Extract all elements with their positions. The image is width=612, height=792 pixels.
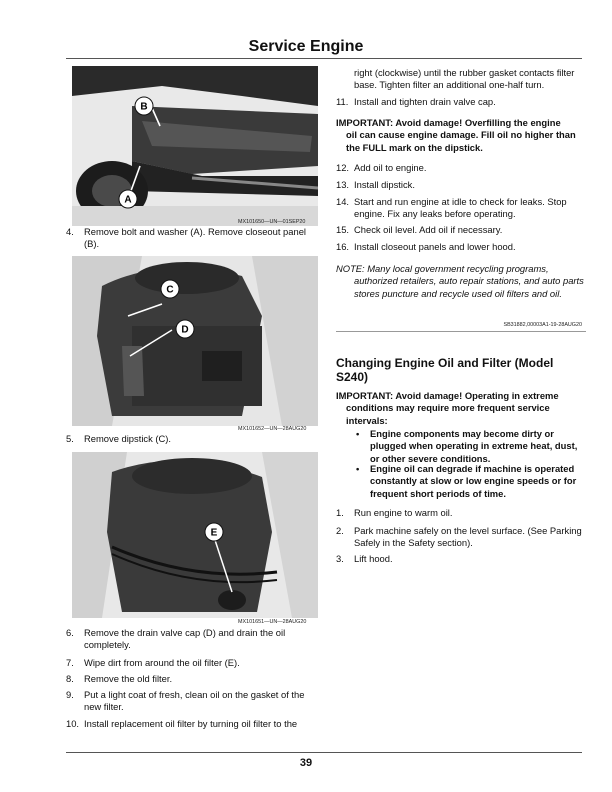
step-number: 7. [66,657,74,668]
step-text: Lift hood. [354,553,393,564]
bullet-text: Engine oil can degrade if machine is operated constantly at slow or low engine speeds or for frequent short periods of time. [370,463,577,499]
bullet-icon: • [356,463,360,474]
callout-a: A [124,194,132,206]
step-number: 16. [336,241,350,252]
footer-rule [66,752,582,753]
step-number: 13. [336,179,350,190]
figure-id: MX101652—UN—28AUG20 [238,426,307,432]
step-number: 1. [336,507,344,518]
callout-e: E [210,527,218,539]
step-text: Remove the old filter. [84,673,173,684]
step-text: Check oil level. Add oil if necessary. [354,224,503,235]
list-item [336,525,586,550]
list-item [66,718,316,730]
callout-d: D [181,324,189,336]
step-text: Run engine to warm oil. [354,507,453,518]
note-first-line: NOTE: Many local government recycling programs, [336,263,549,274]
figure-dipstick [72,256,318,426]
step-number: 3. [336,553,344,564]
bullet-item [356,463,586,500]
list-item-continuation [336,67,586,92]
page-number: 39 [299,757,313,769]
callout-b: B [140,101,148,113]
step-text: Install closeout panels and lower hood. [354,241,516,252]
list-item [336,179,586,191]
step-text: Install replacement oil filter by turning oil filter to the [84,718,298,729]
step-text: Remove bolt and washer (A). Remove closeout panel (B). [84,226,306,250]
step-text: Remove dipstick (C). [84,433,171,444]
step-number: 4. [66,226,74,237]
callout-c: C [166,284,174,296]
step-text: Wipe dirt from around the oil filter (E). [84,657,240,668]
step-number: 10. [66,718,80,729]
step-text: Start and run engine at idle to check for leaks. Stop engine. Fix any leaks before operating. [354,196,567,220]
figure-id: MX101651—UN—28AUG20 [238,619,307,625]
figure-id: MX101650—UN—01SEP20 [238,219,306,225]
list-item [66,657,316,669]
figure-oil-filter [72,452,318,618]
list-item [336,162,586,174]
list-item [66,433,316,445]
list-item [66,627,316,652]
document-reference: SB31882,00003A1-19-28AUG20 [503,322,582,328]
page-title: Service Engine [248,38,364,55]
step-text: Install dipstick. [354,179,415,190]
list-item [336,241,586,253]
important-rest: oil can cause engine damage. Fill oil no higher than the FULL mark on the dipstick. [346,129,576,153]
note [336,263,586,300]
section-divider [336,331,586,332]
important-notice [336,390,586,427]
step-number: 6. [66,627,74,638]
important-first-line: IMPORTANT: Avoid damage! Operating in extreme [336,390,559,401]
figure-closeout-panel [72,66,318,226]
bullet-icon: • [356,428,360,439]
step-text: Park machine safely on the level surface. (See Parking Safely in the Safety section). [354,525,582,549]
list-item [336,96,586,108]
step-number: 11. [336,96,349,107]
step-number: 15. [336,224,350,235]
list-item [66,689,316,714]
step-number: 5. [66,433,74,444]
step-text: Remove the drain valve cap (D) and drain the oil completely. [84,627,286,651]
step-number: 9. [66,689,74,700]
step-number: 8. [66,673,74,684]
important-notice [336,117,586,154]
step-number: 2. [336,525,344,536]
step-text: Put a light coat of fresh, clean oil on the gasket of the new filter. [84,689,305,713]
list-item [336,553,586,565]
list-item [336,507,586,519]
note-rest: authorized retailers, auto repair stations, and auto parts stores puncture and recycle used oil filters and oil. [354,275,584,299]
list-item [66,673,316,685]
list-item [66,226,316,251]
step-number: 14. [336,196,350,207]
step-text: Add oil to engine. [354,162,427,173]
bullet-text: Engine components may become dirty or plugged when operating in extreme heat, dust, or other severe conditions. [370,428,578,464]
important-first-line: IMPORTANT: Avoid damage! Overfilling the engine [336,117,561,128]
list-item [336,196,586,221]
list-item [336,224,586,236]
section-heading: Changing Engine Oil and Filter (Model S240) [336,356,554,385]
important-rest: conditions may require more frequent service intervals: [346,402,550,426]
step-text: Install and tighten drain valve cap. [354,96,496,107]
step-text: right (clockwise) until the rubber gasket contacts filter base. Tighten filter an additional one-half turn. [354,67,575,91]
header-rule [66,58,582,59]
step-number: 12. [336,162,350,173]
bullet-item [356,428,586,465]
